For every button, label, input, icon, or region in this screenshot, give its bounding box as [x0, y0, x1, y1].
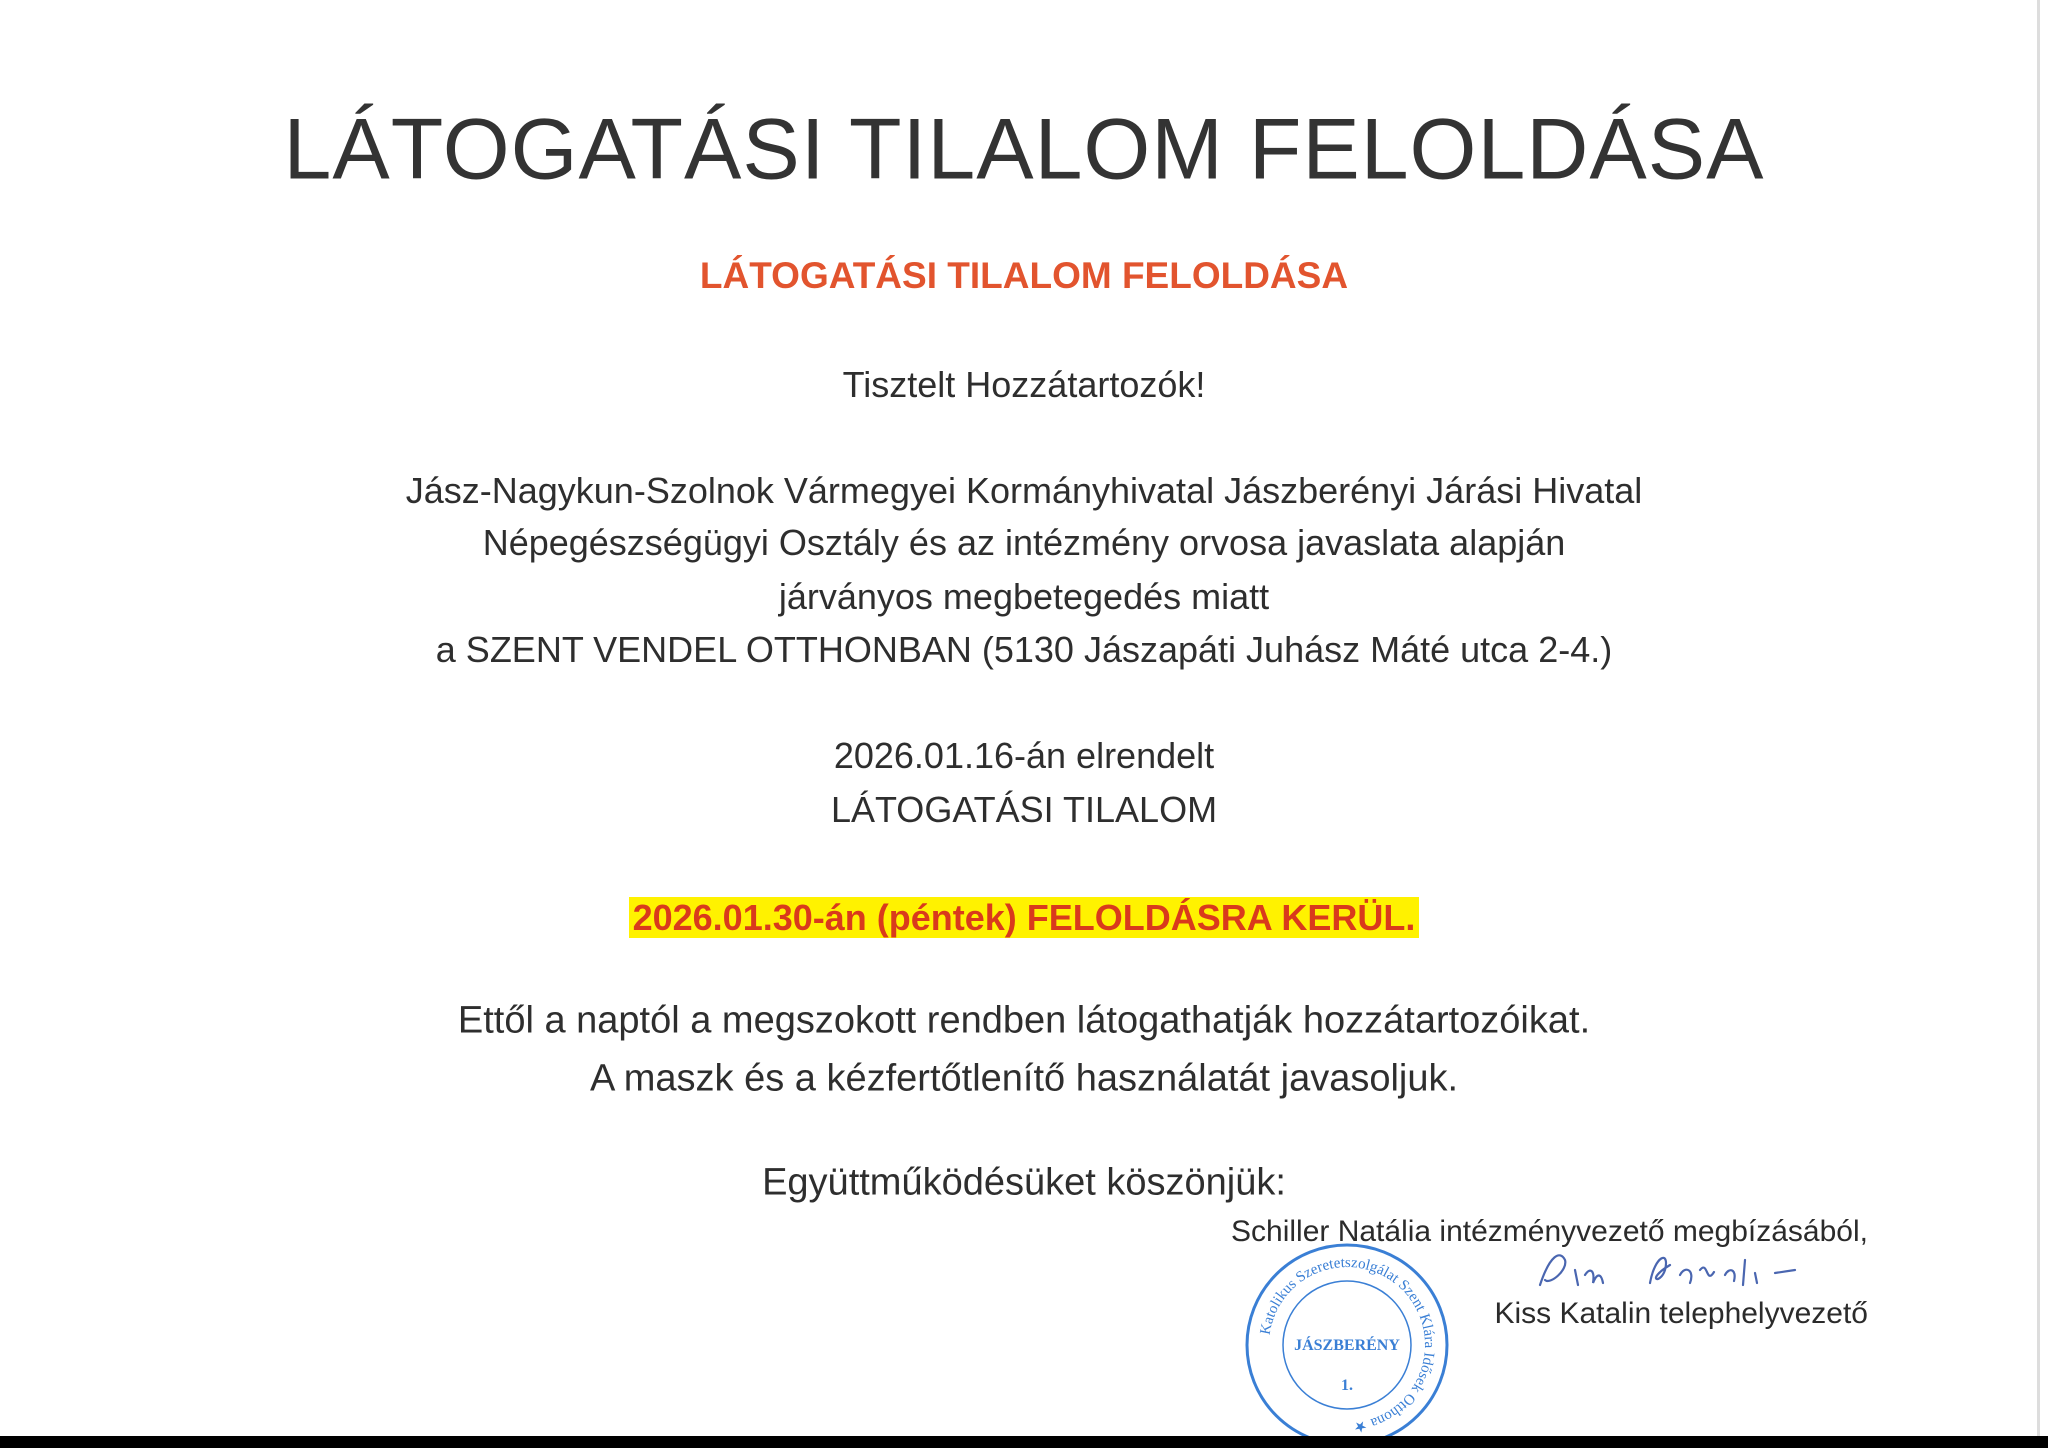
- scan-edge: [2037, 0, 2040, 1437]
- signatory: Kiss Katalin telephelyvezető: [1494, 1297, 1868, 1330]
- lift-date-highlight: [0, 897, 2048, 939]
- thanks: Együttműködésüket köszönjük:: [762, 1161, 1286, 1204]
- subtitle: LÁTOGATÁSI TILALOM FELOLDÁSA: [699, 255, 1349, 296]
- paragraph-line: Népegészségügyi Osztály és az intézmény orvosa javaslata alapján: [482, 522, 1566, 563]
- highlight-text: 2026.01.30-án (péntek) FELOLDÁSRA KERÜL.: [629, 897, 1420, 938]
- svg-text:Katolikus Szeretetszolgálat Sz: Katolikus Szeretetszolgálat Szent Klára Idősek Otthona ★: [1257, 1254, 1438, 1435]
- paragraph-line: a SZENT VENDEL OTTHONBAN (5130 Jászapáti Juhász Máté utca 2-4.): [435, 629, 1613, 670]
- scan-bottom-border: [0, 1436, 2048, 1448]
- info-line: Ettől a naptól a megszokott rendben látogathatják hozzátartozóikat.: [457, 999, 1591, 1042]
- info-line: A maszk és a kézfertőtlenítő használatát javasoljuk.: [589, 1057, 1459, 1100]
- svg-text:JÁSZBERÉNY: JÁSZBERÉNY: [1294, 1337, 1400, 1354]
- page-title: LÁTOGATÁSI TILALOM FELOLDÁSA: [283, 101, 1765, 198]
- order-date: 2026.01.16-án elrendelt: [833, 735, 1215, 776]
- greeting: Tisztelt Hozzátartozók!: [842, 364, 1206, 405]
- paragraph-line: Jász-Nagykun-Szolnok Vármegyei Kormányhivatal Jászberényi Járási Hivatal: [405, 470, 1643, 511]
- order-name: LÁTOGATÁSI TILALOM: [830, 789, 1218, 830]
- institution-stamp: [1242, 1240, 1452, 1450]
- svg-text:1.: 1.: [1341, 1377, 1353, 1394]
- handwritten-signature: [1530, 1245, 1840, 1295]
- on-behalf-line: Schiller Natália intézményvezető megbízásából,: [1231, 1215, 1868, 1248]
- paragraph-line: járványos megbetegedés miatt: [778, 576, 1270, 617]
